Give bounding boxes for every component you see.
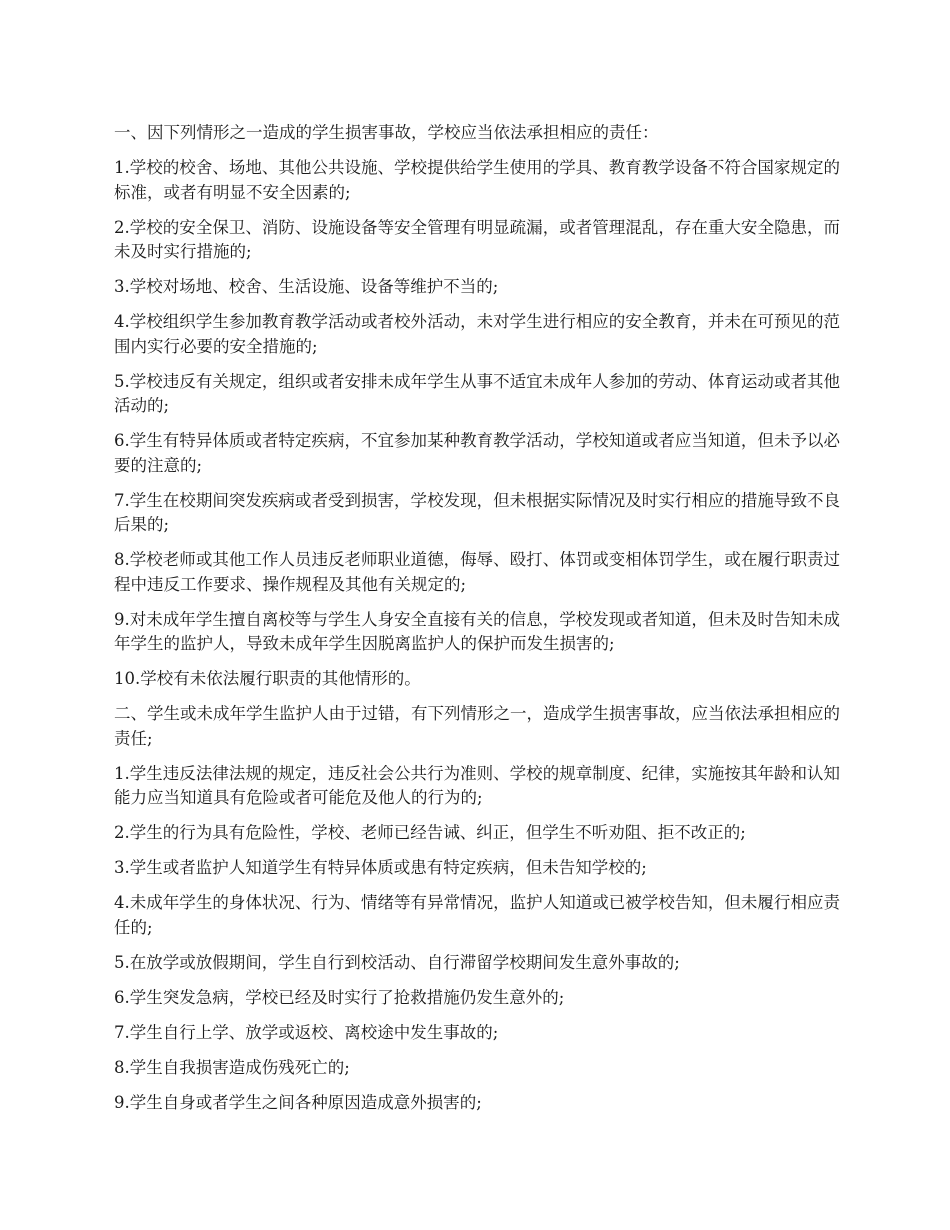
clause-1-item-4: 4.学校组织学生参加教育教学活动或者校外活动，未对学生进行相应的安全教育，并未在可预见的范围内实行必要的安全措施的; [114, 312, 840, 356]
clause-2-item-3: 3.学生或者监护人知道学生有特异体质或患有特定疾病，但未告知学校的; [114, 858, 647, 877]
clause-1-item-1: 1.学校的校舍、场地、其他公共设施、学校提供给学生使用的学具、教育教学设备不符合国家规定的标准，或者有明显不安全因素的; [114, 158, 840, 202]
clause-1-item-3: 3.学校对场地、校舍、生活设施、设备等维护不当的; [114, 277, 499, 296]
clause-1-item-10: 10.学校有未依法履行职责的其他情形的。 [114, 669, 421, 688]
clause-1-item-5: 5.学校违反有关规定，组织或者安排未成年学生从事不适宜未成年人参加的劳动、体育运动或者其他活动的; [114, 371, 840, 415]
clause-2-item-7: 7.学生自行上学、放学或返校、离校途中发生事故的; [114, 1022, 499, 1042]
clause-1-item-6: 6.学生有特异体质或者特定疾病，不宜参加某种教育教学活动，学校知道或者应当知道，但未予以必要的注意的; [114, 431, 840, 475]
clause-1-item-8: 8.学校老师或其他工作人员违反老师职业道德，侮辱、殴打、体罚或变相体罚学生，或在履行职责过程中违反工作要求、操作规程及其他有关规定的; [114, 550, 840, 594]
clause-2-item-8: 8.学生自我损害造成伤残死亡的; [114, 1057, 350, 1077]
section-heading-2: 二、学生或未成年学生监护人由于过错，有下列情形之一，造成学生损害事故，应当依法承担相应的责任; [114, 704, 840, 748]
clause-1-item-2: 2.学校的安全保卫、消防、设施设备等安全管理有明显疏漏，或者管理混乱，存在重大安全隐患，而未及时实行措施的; [114, 217, 840, 261]
section-heading-1: 一、因下列情形之一造成的学生损害事故，学校应当依法承担相应的责任： [114, 123, 659, 142]
clause-2-item-1: 1.学生违反法律法规的规定，违反社会公共行为准则、学校的规章制度、纪律，实施按其年龄和认知能力应当知道具有危险或者可能危及他人的行为的; [114, 763, 840, 807]
clause-2-item-5: 5.在放学或放假期间，学生自行到校活动、自行滞留学校期间发生意外事故的; [114, 952, 680, 972]
clause-2-item-6: 6.学生突发急病，学校已经及时实行了抢救措施仍发生意外的; [114, 987, 565, 1007]
clause-1-item-9: 9.对未成年学生擅自离校等与学生人身安全直接有关的信息，学校发现或者知道，但未及时告知未成年学生的监护人，导致未成年学生因脱离监护人的保护而发生损害的; [114, 609, 840, 653]
clause-2-item-9: 9.学生自身或者学生之间各种原因造成意外损害的; [114, 1092, 482, 1112]
clause-2-item-4: 4.未成年学生的身体状况、行为、情绪等有异常情况，监护人知道或已被学校告知，但未履行相应责任的; [114, 893, 840, 937]
clause-1-item-7: 7.学生在校期间突发疾病或者受到损害，学校发现，但未根据实际情况及时实行相应的措施导致不良后果的; [114, 490, 840, 534]
document-page [114, 121, 840, 1126]
clause-2-item-2: 2.学生的行为具有危险性，学校、老师已经告诫、纠正，但学生不听劝阻、拒不改正的; [114, 823, 746, 842]
